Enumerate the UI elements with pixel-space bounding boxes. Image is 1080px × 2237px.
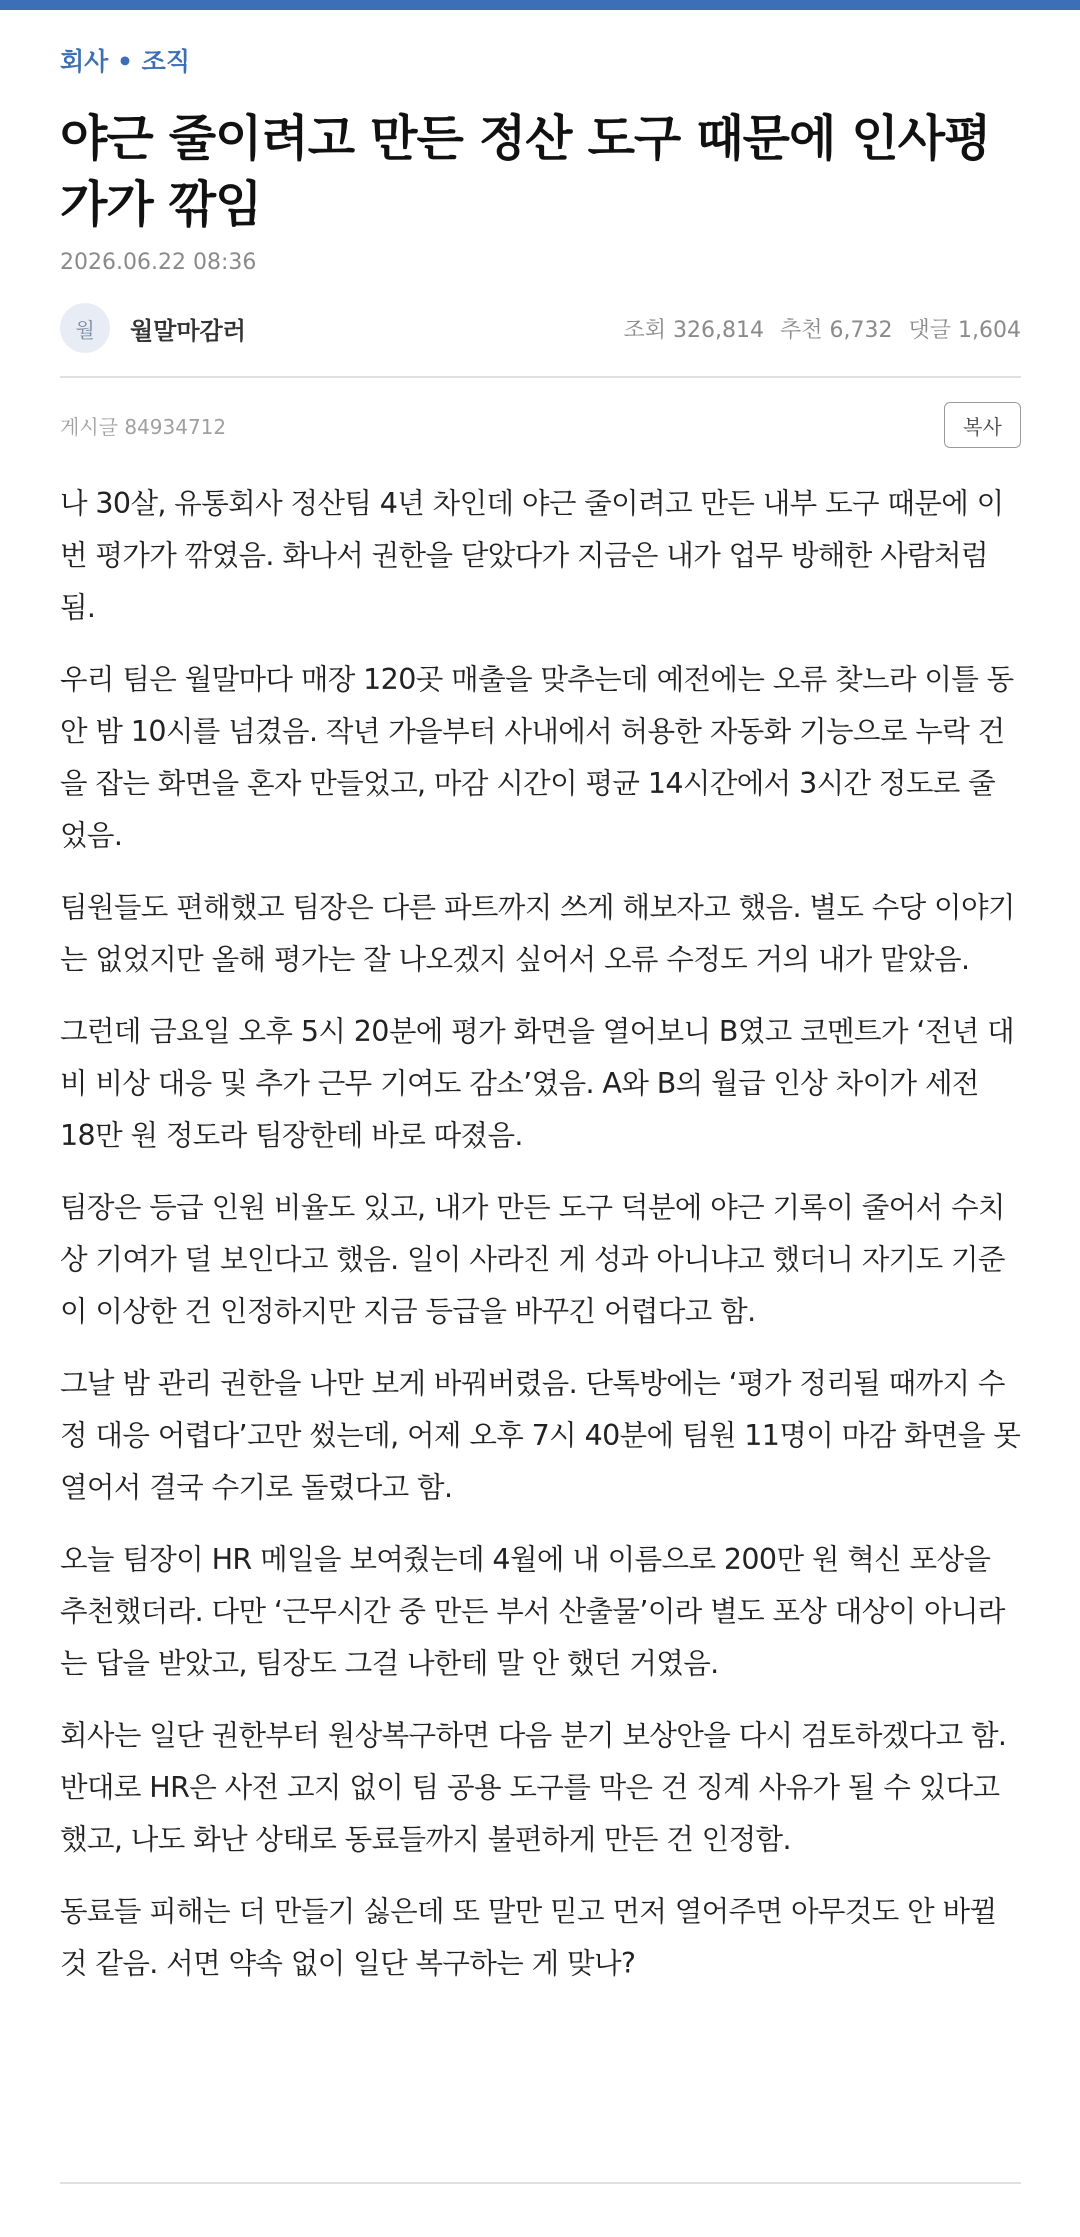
body-paragraph: 팀장은 등급 인원 비율도 있고, 내가 만든 도구 덕분에 야근 기록이 줄어서 수치상 기여가 덜 보인다고 했음. 일이 사라진 게 성과 아니냐고 했더니 자기도 기준이 이상한 건 인정하지만 지금 등급을 바꾸긴 어렵다고 함. [60, 1191, 1005, 1328]
footer-divider [60, 2182, 1021, 2184]
view-count: 조회 326,814 [623, 317, 765, 343]
body-paragraph: 팀원들도 편해했고 팀장은 다른 파트까지 쓰게 해보자고 했음. 별도 수당 이야기는 없었지만 올해 평가는 잘 나오겠지 싶어서 오류 수정도 거의 내가 맡았음. [60, 891, 1015, 976]
body-paragraph: 우리 팀은 월말마다 매장 120곳 매출을 맞추는데 예전에는 오류 찾느라 이틀 동안 밤 10시를 넘겼음. 작년 가을부터 사내에서 허용한 자동화 기능으로 누락 건을 잡는 화면을 혼자 만들었고, 마감 시간이 평균 14시간에서 3시간 정도로 줄었음. [60, 663, 1014, 852]
category-link[interactable]: 회사 • 조직 [60, 47, 190, 76]
article-container [60, 10, 1021, 2010]
body-paragraph: 오늘 팀장이 HR 메일을 보여줬는데 4월에 내 이름으로 200만 원 혁신 포상을 추천했더라. 다만 ‘근무시간 중 만든 부서 산출물’이라 별도 포상 대상이 아니라는 답을 받았고, 팀장도 그걸 나한테 말 안 했던 거였음. [60, 1543, 1005, 1680]
post-id: 게시글 84934712 [60, 414, 227, 439]
body-paragraph: 그날 밤 관리 권한을 나만 보게 바꿔버렸음. 단톡방에는 ‘평가 정리될 때까지 수정 대응 어렵다’고만 썼는데, 어제 오후 7시 40분에 팀원 11명이 마감 화면을 못 열어서 결국 수기로 돌렸다고 함. [60, 1367, 1021, 1504]
article-body [60, 478, 1021, 1990]
body-paragraph: 나 30살, 유통회사 정산팀 4년 차인데 야근 줄이려고 만든 내부 도구 때문에 이번 평가가 깎였음. 화나서 권한을 닫았다가 지금은 내가 업무 방해한 사람처럼 됨. [60, 487, 1004, 624]
author-info[interactable] [60, 303, 246, 353]
header-divider [60, 376, 1021, 378]
body-paragraph: 그런데 금요일 오후 5시 20분에 평가 화면을 열어보니 B였고 코멘트가 ‘전년 대비 비상 대응 및 추가 근무 기여도 감소’였음. A와 B의 월급 인상 차이가 세전 18만 원 정도라 팀장한테 바로 따졌음. [60, 1015, 1015, 1152]
author-name[interactable]: 월말마감러 [130, 316, 246, 345]
like-count: 추천 6,732 [780, 317, 893, 343]
body-paragraph: 회사는 일단 권한부터 원상복구하면 다음 분기 보상안을 다시 검토하겠다고 함. 반대로 HR은 사전 고지 없이 팀 공용 도구를 막은 건 징계 사유가 될 수 있다고 했고, 나도 화난 상태로 동료들까지 불편하게 만든 건 인정함. [60, 1719, 1007, 1856]
avatar[interactable]: 월 [60, 303, 110, 353]
post-id-row [60, 402, 1021, 448]
article-title: 야근 줄이려고 만든 정산 도구 때문에 인사평가가 깎임 [60, 110, 991, 233]
post-stats [608, 313, 1021, 344]
post-datetime: 2026.06.22 08:36 [60, 250, 257, 275]
copy-button[interactable]: 복사 [944, 402, 1021, 448]
top-accent-bar [0, 0, 1080, 10]
body-paragraph: 동료들 피해는 더 만들기 싫은데 또 말만 믿고 먼저 열어주면 아무것도 안 바뀔 것 같음. 서면 약속 없이 일단 복구하는 게 맞나? [60, 1895, 997, 1980]
author-meta-row [60, 302, 1021, 354]
comment-count[interactable]: 댓글 1,604 [908, 317, 1021, 343]
